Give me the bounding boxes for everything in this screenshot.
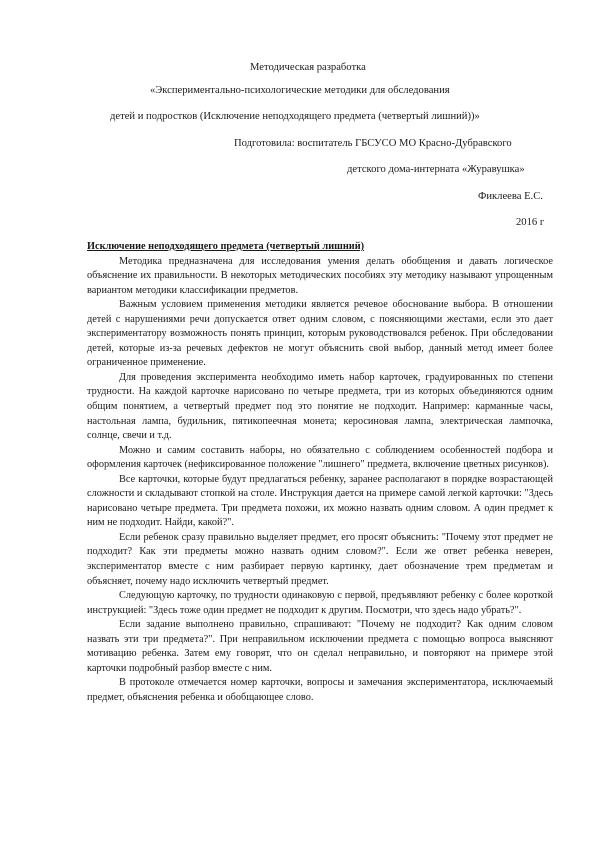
document-title: Методическая разработка xyxy=(250,62,366,73)
paragraph: Если задание выполнено правильно, спрашивают: "Почему не подходит? Как одним словом назвать эти три предмета?". При неправильном исключении предмета с помощью вопроса выясняют мотивацию ребенка. Затем ему говорят, что он сделал неправильно, и повторяют на примере этой карточки подробный разбор вместе с ним. xyxy=(87,619,553,674)
paragraph: Все карточки, которые будут предлагаться ребенку, заранее располагают в порядке возрастающей сложности и складывают стопкой на столе. Инструкция дается на примере самой легкой карточки: "Здесь нарисовано четыре предмета. Три предмета похожи, их можно назвать одним словом. А один предмет к ним не подходит. Найди, какой?". xyxy=(87,473,553,529)
paragraph: Если ребенок сразу правильно выделяет предмет, его просят объяснить: "Почему этот предмет не подходит? Как эти предметы можно назвать одним словом?". Если же ответ ребенка неверен, экспериментатор вместе с ним разбирает первую картинку, дает обозначение трем предметам и объясняет, почему надо исключить четвертый предмет. xyxy=(87,531,553,587)
document-subtitle-line-1: «Экспериментально-психологические методики для обследования xyxy=(150,85,450,96)
document-year: 2016 г xyxy=(516,217,545,228)
document-subtitle-line-2: детей и подростков (Исключение неподходящего предмета (четвертый лишний))» xyxy=(110,111,480,122)
section-heading: Исключение неподходящего предмета (четвертый лишний) xyxy=(87,241,365,252)
paragraph: В протоколе отмечается номер карточки, вопросы и замечания экспериментатора, исключаемый предмет, объяснения ребенка и обобщающее слово. xyxy=(87,677,553,703)
paragraph: Для проведения эксперимента необходимо иметь набор карточек, градуированных по степени трудности. На каждой карточке нарисовано по четыре предмета, три из которых объединяются одним общим понятием, а четвертый предмет под это понятие не подходит. Например: карманные часы, настольная лампа, будильник, пятикопеечная монета; керосиновая лампа, электрическая лампочка, солнце, свечи и т.д. xyxy=(87,371,553,442)
paragraph: Следующую карточку, по трудности одинаковую с первой, предъявляют ребенку с более короткой инструкцией: "Здесь тоже один предмет не подходит к другим. Посмотри, что здесь надо убрать?". xyxy=(87,590,553,616)
paragraph: Важным условием применения методики является речевое обоснование выбора. В отношении детей с нарушениями речи допускается ответ одним словом, с поясняющими жестами, если это дает экспериментатору возможность понять принцип, которым руководствовался ребенок. При обследовании детей, которые из-за речевых дефектов не могут объяснить свой выбор, данный метод имеет более ограниченное применение. xyxy=(87,299,553,369)
prepared-by-line-2: детского дома-интерната «Журавушка» xyxy=(347,164,525,175)
document-body xyxy=(87,240,553,706)
paragraph: Методика предназначена для исследования умения делать обобщения и давать логическое объяснение их правильности. В некоторых методических пособиях эту методику называют упрощенным вариантом методики классификации предметов. xyxy=(87,255,553,296)
paragraph: Можно и самим составить наборы, но обязательно с соблюдением особенностей подбора и оформления карточек (нефиксированное положение "лишнего" предмета, включение цветных рисунков). xyxy=(87,444,553,471)
author-name: Фиклеева Е.С. xyxy=(478,191,543,202)
prepared-by-line-1: Подготовила: воспитатель ГБСУСО МО Красно-Дубравского xyxy=(234,138,512,149)
